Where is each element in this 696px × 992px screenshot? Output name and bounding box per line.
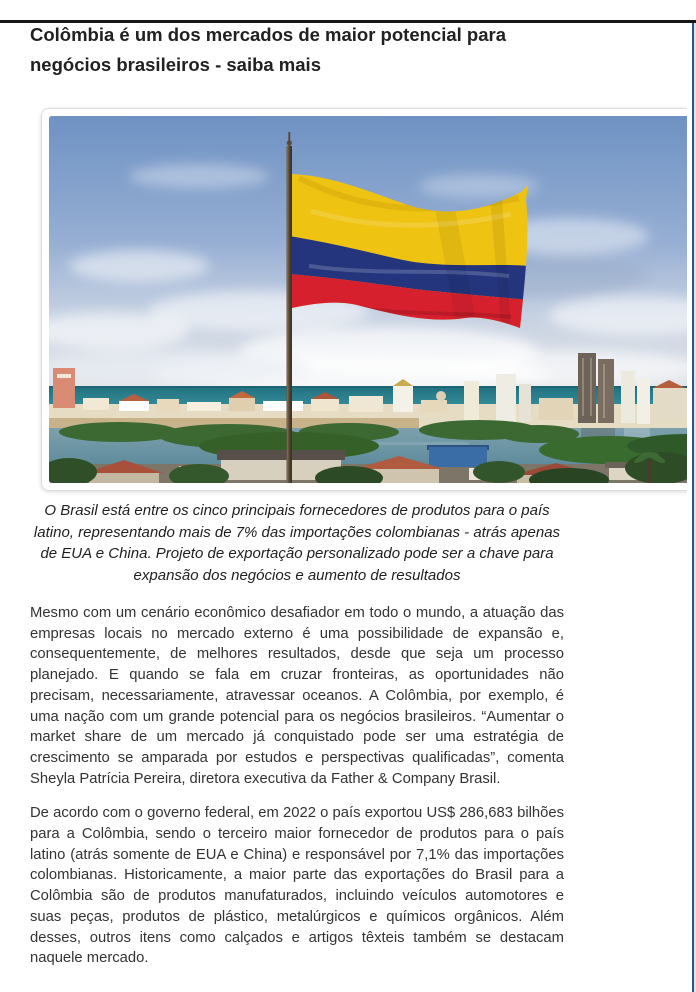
window-top-edge (0, 20, 696, 23)
article-title: Colômbia é um dos mercados de maior potencial para negócios brasileiros - saiba mais (30, 24, 506, 75)
image-caption: O Brasil está entre os cinco principais fornecedores de produtos para o país latino, representando mais de 7% das importações colombianas - atrás apenas de EUA e China. Projeto de exportação personalizado pode ser a chave para expansão dos negócios e aumento de resultados (33, 502, 561, 584)
article (0, 20, 696, 969)
article-figure-frame (41, 108, 696, 491)
window-right-border (687, 20, 696, 992)
colombia-flag-illustration (49, 116, 690, 483)
paragraph-2: De acordo com o governo federal, em 2022 o país exportou US$ 286,683 bilhões para a Colômbia, sendo o terceiro maior fornecedor de produtos para o país latino (atrás somente de EUA e China) e responsável por 7,1% das importações colombianas. Historicamente, a maior parte das exportações do Brasil para a Colômbia são de produtos manufaturados, incluindo veículos automotores e suas peças, produtos de plástico, metalúrgicos e químicos orgânicos. Além desses, outros itens como calçados e artigos têxteis também se destacam naquele mercado. (30, 805, 564, 967)
flagpole (287, 132, 293, 483)
paragraph-1: Mesmo com um cenário econômico desafiador em todo o mundo, a atuação das empresas locais no mercado externo é uma possibilidade de expansão e, consequentemente, de melhores resultados, desde que seja um processo planejado. E quando se fala em cruzar fronteiras, as oportunidades não precisam, necessariamente, atravessar oceanos. A Colômbia, por exemplo, é uma nação com um grande potencial para os negócios brasileiros. “Aumentar o market share de um mercado já conquistado pode ser uma estratégia de crescimento se amparada por estudos e perspectivas qualificadas”, comenta Sheyla Patrícia Pereira, diretora executiva da Father & Company Brasil. (30, 605, 564, 787)
colombia-flag-photo (49, 116, 690, 483)
